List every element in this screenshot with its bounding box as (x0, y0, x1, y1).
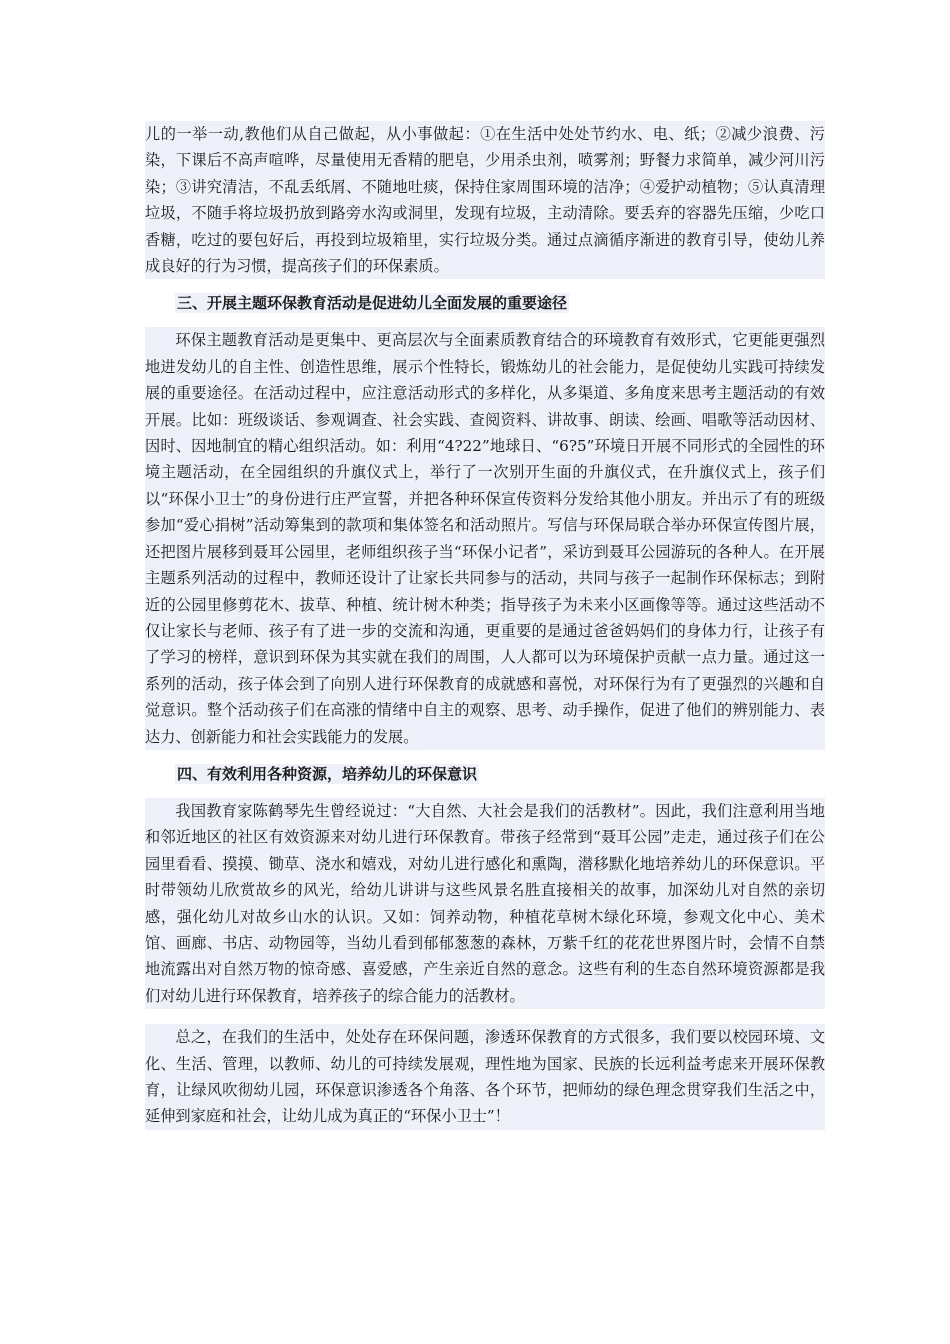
paragraph-conclusion (145, 1024, 825, 1130)
heading-text: 四、有效利用各种资源，培养幼儿的环保意识 (177, 764, 478, 783)
paragraph-theme-activities (145, 327, 825, 750)
paragraph-text: 环保主题教育活动是更集中、更高层次与全面素质教育结合的环境教育有效形式，它更能更强烈地进发幼儿的自主性、创造性思维，展示个性特长，锻炼幼儿的社会能力，是促使幼儿实践可持续发展的重要途径。在活动过程中，应注意活动形式的多样化，从多渠道、多角度来思考主题活动的有效开展。比如：班级谈话、参观调查、社会实践、查阅资料、讲故事、朗读、绘画、唱歌等活动因材、因时、因地制宜的精心组织活动。如：利用“4?22”地球日、“6?5”环境日开展不同形式的全园性的环境主题活动，在全园组织的升旗仪式上，举行了一次别开生面的升旗仪式，在升旗仪式上，孩子们以“环保小卫士”的身份进行庄严宣誓，并把各种环保宣传资料分发给其他小朋友。并出示了有的班级参加“爱心捐树”活动筹集到的款项和集体签名和活动照片。写信与环保局联合举办环保宣传图片展，还把图片展移到聂耳公园里，老师组织孩子当“环保小记者”，采访到聂耳公园游玩的各种人。在开展主题系列活动的过程中，教师还设计了让家长共同参与的活动，共同与孩子一起制作环保标志；到附近的公园里修剪花木、拔草、种植、统计树木种类；指导孩子为未来小区画像等等。通过这些活动不仅让家长与老师、孩子有了进一步的交流和沟通，更重要的是通过爸爸妈妈们的身体力行，让孩子有了学习的榜样，意识到环保为其实就在我们的周围，人人都可以为环境保护贡献一点力量。通过这一系列的活动，孩子体会到了向别人进行环保教育的成就感和喜悦，对环保行为有了更强烈的兴趣和自觉意识。整个活动孩子们在高涨的情绪中自主的观察、思考、动手操作，促进了他们的辨别能力、表达力、创新能力和社会实践能力的发展。 (145, 331, 825, 746)
paragraph-environment-habits (145, 121, 825, 279)
section-heading-3 (145, 292, 825, 314)
paragraph-text: 儿的一举一动,教他们从自己做起，从小事做起：①在生活中处处节约水、电、纸；②减少浪费、污染，下课后不高声喧哗，尽量使用无香精的肥皂，少用杀虫剂，喷雾剂；野餐力求简单，减少河川污染；③讲究清洁，不乱丢纸屑、不随地吐痰，保持住家周围环境的洁净；④爱护动植物；⑤认真清理垃圾，不随手将垃圾扔放到路旁水沟或洞里，发现有垃圾，主动清除。要丢弃的容器先压缩，少吃口香糖，吃过的要包好后，再投到垃圾箱里，实行垃圾分类。通过点滴循序渐进的教育引导，使幼儿养成良好的行为习惯，提高孩子们的环保素质。 (145, 125, 825, 276)
section-heading-4 (145, 763, 825, 785)
paragraph-text: 总之，在我们的生活中，处处存在环保问题，渗透环保教育的方式很多，我们要以校园环境、文化、生活、管理，以教师、幼儿的可持续发展观，理性地为国家、民族的长远利益考虑来开展环保教育，让绿风吹彻幼儿园，环保意识渗透各个角落、各个环节，把师幼的绿色理念贯穿我们生活之中，延伸到家庭和社会，让幼儿成为真正的“环保小卫士”！ (145, 1028, 825, 1126)
paragraph-resources (145, 798, 825, 1009)
paragraph-text: 我国教育家陈鹤琴先生曾经说过：“大自然、大社会是我们的活教材”。因此，我们注意利用当地和邻近地区的社区有效资源来对幼儿进行环保教育。带孩子经常到“聂耳公园”走走，通过孩子们在公园里看看、摸摸、锄草、浇水和嬉戏，对幼儿进行感化和熏陶，潜移默化地培养幼儿的环保意识。平时带领幼儿欣赏故乡的风光，给幼儿讲讲与这些风景名胜直接相关的故事，加深幼儿对自然的亲切感，强化幼儿对故乡山水的认识。又如：饲养动物，种植花草树木绿化环境，参观文化中心、美术馆、画廊、书店、动物园等，当幼儿看到郁郁葱葱的森林，万紫千红的花花世界图片时，会情不自禁地流露出对自然万物的惊奇感、喜爱感，产生亲近自然的意念。这些有利的生态自然环境资源都是我们对幼儿进行环保教育，培养孩子的综合能力的活教材。 (145, 801, 825, 1005)
heading-text: 三、开展主题环保教育活动是促进幼儿全面发展的重要途径 (177, 294, 568, 313)
document-body (145, 121, 825, 1130)
